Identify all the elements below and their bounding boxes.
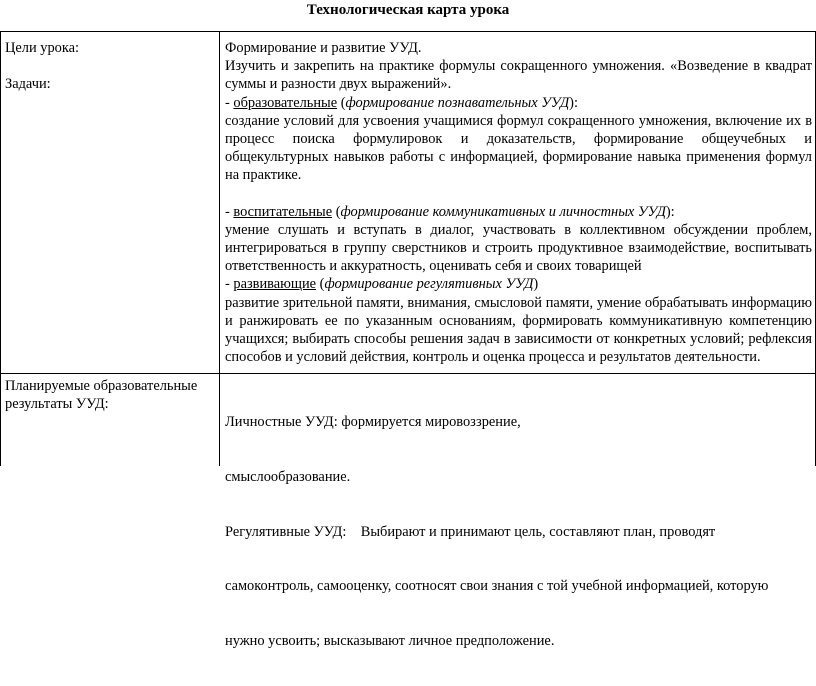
developing-heading: - развивающие (формирование регулятивных УУД) [225,276,539,293]
regulative-uud-cont2: нужно усвоить; высказывают личное предположение. [225,632,555,649]
personal-uud: Личностные УУД: формируется мировоззрение, [225,414,521,431]
regulative-uud: Регулятивные УУД: Выбирают и принимают цель, составляют план, проводят [225,523,716,540]
regulative-uud-cont1: самоконтроль, самооценку, соотносят свои знания с той учебной информацией, которую [225,578,769,595]
tasks-label: Задачи: [5,76,51,93]
lesson-goal: Формирование и развитие УУД. [225,40,422,56]
edu-text: создание условий для усвоения учащимися формул сокращенного умножения, включение их в процесс поиска формулировок и доказательств, формирование общеучебных и общекультурных навыков работы с информацией, формирование навыка применения формул на практике. [225,112,812,184]
upbringing-text: умение слушать и вступать в диалог, участвовать в коллективном обсуждении проблем, интегрироваться в группу сверстников и строить продуктивное взаимодействие, воспитывать ответственность и аккуратность, оценивать себя и своих товарищей [225,221,812,275]
row1-label-cell [5,39,215,93]
row1-content-cell [225,39,812,366]
task-intro: Изучить и закрепить на практике формулы сокращенного умножения. «Возведение в квадрат суммы и разности двух выражений». [225,58,812,93]
row2-content-cell [225,377,812,686]
developing-text: развитие зрительной памяти, внимания, смысловой памяти, умение обрабатывать информацию и ранжировать ее по указанным основаниям, формировать коммуникативную компетенцию учащихся; выбирать способы решения задач в зависимости от конкретных условий; рефлексия способов и условий действия, контроль и оценка процесса и результатов деятельности. [225,294,812,366]
page-title: Технологическая карта урока [306,2,510,18]
row2-label-cell [5,377,215,413]
personal-uud-cont: смыслообразование. [225,469,351,486]
goals-label: Цели урока: [5,40,80,56]
edu-heading: - образовательные (формирование познавательных УУД): [225,94,578,111]
upbringing-heading: - воспитательные (формирование коммуникативных и личностных УУД): [225,203,675,220]
results-label: Планируемые образовательные результаты УУД: [5,378,198,413]
